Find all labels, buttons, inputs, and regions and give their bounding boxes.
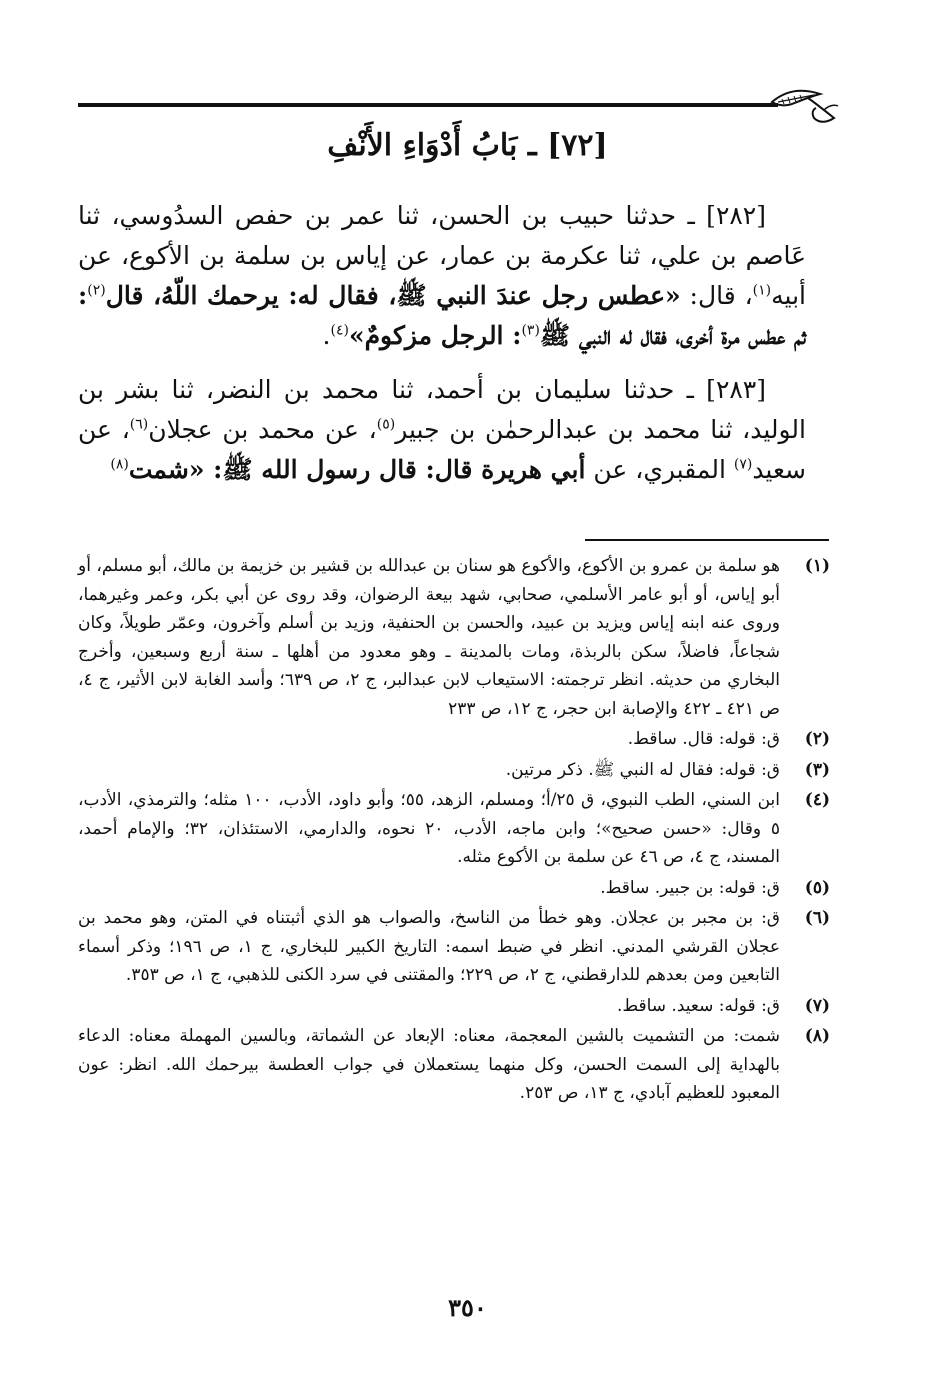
footnote-number: (٣) <box>804 759 830 780</box>
footnote-number: (٦) <box>804 908 830 928</box>
hadith-282-quote3: : الرجل مزكومٌ» <box>348 321 522 350</box>
hadith-282-quote2: : ثم عطس مرة أخرى، فقال له النبي ﷺ <box>78 281 806 350</box>
main-text <box>78 196 806 504</box>
footnote-number: (٢) <box>804 729 830 749</box>
hadith-282-end: . <box>322 321 331 350</box>
footnote-text: هو سلمة بن عمرو بن الأكوع، والأكوع هو سنان بن عبدالله بن قشير بن خزيمة بن مالك، أبو مسلم، أو أبو إياس، أو أبو عامر الأسلمي، صحابي، شهد بيعة الرضوان، وقد روى عن أبي بكر، وعمر وغيرهما، وروى عنه ابنه إياس ويزيد بن عبيد، والحسن بن الحنفية، وزيد بن أسلم وآخرون، وعمّر طويلاً، وكان شجاعاً، فاضلاً، سكن بالربذة، ومات بالمدينة ـ وهو معدود من أهلها ـ سنة أربع وسبعين، وأخرج البخاري من حديثه. انظر ترجمته: الاستيعاب لابن عبدالبر، ج ٢، ص ٦٣٩؛ وأسد الغابة لابن الأثير، ج ٤، ص ٤٢١ ـ ٤٢٢ والإصابة ابن حجر، ج ١٢، ص ٢٣٣ <box>78 556 780 719</box>
footnote-text: ق: قوله: قال. ساقط. <box>627 729 780 749</box>
footnote <box>78 992 830 1021</box>
footnote <box>78 786 830 872</box>
page-number: ٣٥٠ <box>448 1293 487 1322</box>
footnote-text: ق: قوله: سعيد. ساقط. <box>616 995 780 1016</box>
ref-7: (٧) <box>733 456 753 473</box>
hadith-283-bold: أبي هريرة قال: قال رسول الله ﷺ: «شمت <box>128 455 586 484</box>
ref-3: (٣) <box>521 322 540 339</box>
ref-4: (٤) <box>330 322 349 339</box>
hadith-282 <box>78 196 806 356</box>
footnote-number: (٧) <box>804 995 830 1016</box>
header-rule <box>78 103 778 107</box>
footnote <box>78 725 830 754</box>
hadith-283-part2: ، عن محمد بن عجلان <box>148 415 377 444</box>
footnote-text: ابن السني، الطب النبوي، ق ٢٥/أ؛ ومسلم، الزهد، ٥٥؛ وأبو داود، الأدب، ١٠٠ مثله؛ والترمذي، الأدب، ٥ وقال: «حسن صحيح»؛ وابن ماجه، الأدب، ٢٠ نحوه، والدارمي، الاستئذان، ٣٢؛ والإمام أحمد، المسند، ج ٤، ص ٤٦ عن سلمة بن الأكوع مثله. <box>78 790 780 867</box>
footnote-text: ق: قوله: فقال له النبي ﷺ. ذكر مرتين. <box>505 759 780 780</box>
footnote-rule <box>585 539 829 541</box>
hadith-283-lead: [٢٨٣] ـ حدثنا سليمان بن أحمد، ثنا محمد بن النضر، ثنا بشر بن الوليد، ثنا محمد بن عبدالرحمٰن بن جبير <box>78 375 806 444</box>
footnote <box>78 756 830 785</box>
ref-2: (٢) <box>87 282 106 299</box>
hadith-282-part2: ، قال: <box>680 281 753 310</box>
footnote <box>78 1022 830 1108</box>
footnote-number: (٨) <box>804 1026 830 1046</box>
ref-8: (٨) <box>110 456 129 473</box>
footnote-text: ق: بن مجبر بن عجلان. وهو خطأ من الناسخ، والصواب هو الذي أثبتناه في المتن، وهو محمد بن عجلان القرشي المدني. انظر في ضبط اسمه: التاريخ الكبير للبخاري، ج ١، ص ١٩٦؛ وذكر أسماء التابعين ومن بعدهم للدارقطني، ج ٢، ص ٢٢٩؛ والمقتنى في سرد الكنى للذهبي، ج ١، ص ٣٥٣. <box>78 908 780 985</box>
footnote-number: (٥) <box>804 877 830 898</box>
footnote <box>78 874 830 903</box>
footnote <box>78 904 830 990</box>
footnote-text: ق: قوله: بن جبير. ساقط. <box>600 877 780 898</box>
ref-1: (١) <box>752 282 772 299</box>
ref-6: (٦) <box>129 416 149 433</box>
hadith-283-part4: المقبري، عن <box>585 455 734 484</box>
hadith-282-quote1: «عطس رجل عندَ النبي ﷺ، فقال له: يرحمك اللّهُ، قال <box>105 281 681 310</box>
chapter-title: [٧٢] ـ بَابُ أَدْوَاءِ الأَنْفِ <box>327 128 608 163</box>
footnote-number: (١) <box>804 556 830 576</box>
hadith-283 <box>78 370 806 490</box>
footnote <box>78 552 830 723</box>
footnote-text: شمت: من التشميت بالشين المعجمة، معناه: الإبعاد عن الشماتة، وبالسين المهملة معناه: الدعاء بالهداية إلى السمت الحسن، وكل منهما يستعملان في جواب العطسة بيرحمك الله. انظر: عون المعبود للعظيم آبادي، ج ١٣، ص ٢٥٣. <box>78 1026 780 1103</box>
hadith-283-part3: ، عن سعيد <box>78 415 806 484</box>
hadith-282-lead: [٢٨٢] ـ حدثنا حبيب بن الحسن، ثنا عمر بن حفص السدُوسي، ثنا عَاصم بن علي، ثنا عكرمة بن عمار، عن إياس بن سلمة بن الأكوع، عن أبيه <box>78 201 806 310</box>
footnotes <box>78 552 830 1110</box>
footnote-number: (٤) <box>804 790 830 810</box>
ref-5: (٥) <box>376 416 396 433</box>
quill-pen-icon <box>768 80 840 130</box>
